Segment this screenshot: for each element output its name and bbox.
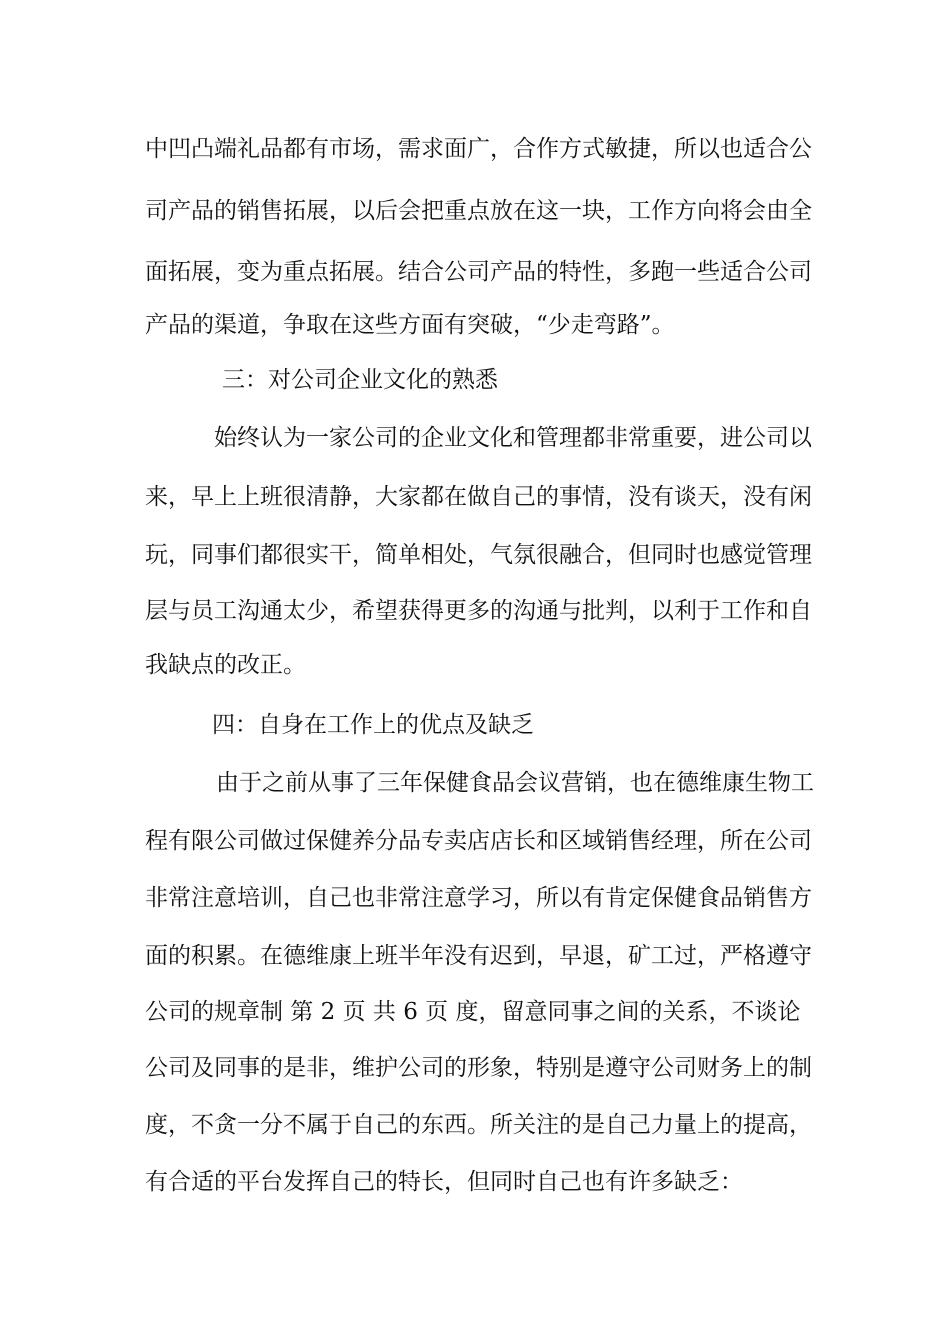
body-line: 面拓展，变为重点拓展。结合公司产品的特性，多跑一些适合公司 [145, 259, 812, 285]
body-line: 司产品的销售拓展，以后会把重点放在这一块，工作方向将会由全 [145, 198, 812, 224]
body-line: 玩，同事们都很实干，简单相处，气氛很融合，但同时也感觉管理 [145, 542, 812, 568]
body-line: 公司及同事的是非，维护公司的形象，特别是遵守公司财务上的制 [145, 1055, 812, 1081]
paragraph-first-line: 由于之前从事了三年保健食品会议营销，也在德维康生物工 [216, 770, 814, 796]
body-line: 我缺点的改正。 [145, 652, 306, 678]
body-line: 度，不贪一分不属于自己的东西。所关注的是自己力量上的提高， [145, 1112, 812, 1138]
section-heading: 四：自身在工作上的优点及缺乏 [212, 712, 534, 738]
body-line: 产品的渠道，争取在这些方面有突破，“少走弯路”。 [145, 312, 675, 338]
body-line: 程有限公司做过保健养分品专卖店店长和区域销售经理，所在公司 [145, 828, 812, 854]
body-line-with-page-number: 公司的规章制 第 2 页 共 6 页 度，留意同事之间的关系，不谈论 [145, 999, 801, 1025]
body-line: 层与员工沟通太少，希望获得更多的沟通与批判，以利于工作和自 [145, 598, 812, 624]
section-heading: 三：对公司企业文化的熟悉 [222, 367, 498, 393]
body-line: 非常注意培训，自己也非常注意学习，所以有肯定保健食品销售方 [145, 885, 812, 911]
body-line: 面的积累。在德维康上班半年没有迟到，早退，矿工过，严格遵守 [145, 943, 812, 969]
body-line: 有合适的平台发挥自己的特长，但同时自己也有许多缺乏： [145, 1169, 743, 1195]
body-line: 来，早上上班很清静，大家都在做自己的事情，没有谈天，没有闲 [145, 484, 812, 510]
paragraph-first-line: 始终认为一家公司的企业文化和管理都非常重要，进公司以 [214, 425, 812, 451]
body-line: 中凹凸端礼品都有市场，需求面广，合作方式敏捷，所以也适合公 [145, 136, 812, 162]
